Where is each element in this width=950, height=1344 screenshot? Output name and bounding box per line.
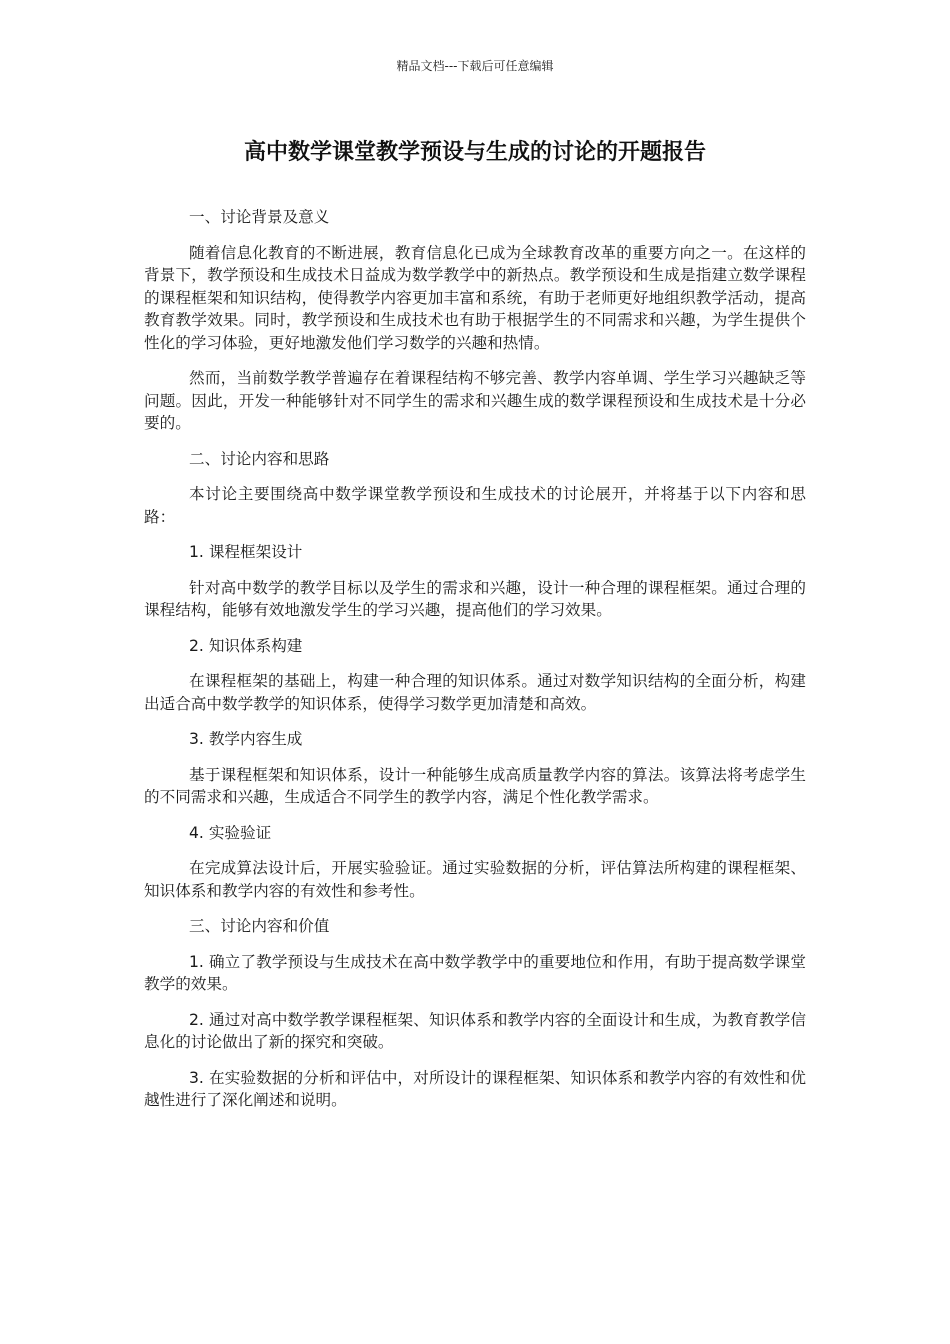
subheading-content-generation: 3. 教学内容生成 [189,730,303,748]
section-heading-content: 二、讨论内容和思路 [189,449,330,468]
paragraph-content-intro: 本讨论主要围绕高中数学课堂教学预设和生成技术的讨论展开，并将基于以下内容和思路： [144,485,806,526]
list-item-value-1: 1. 确立了教学预设与生成技术在高中数学教学中的重要地位和作用，有助于提高数学课堂教学的效果。 [144,952,806,993]
subheading-course-framework: 1. 课程框架设计 [189,543,303,561]
list-item-value-3: 3. 在实验数据的分析和评估中，对所设计的课程框架、知识体系和教学内容的有效性和优越性进行了深化阐述和说明。 [144,1068,806,1109]
document-title: 高中数学课堂教学预设与生成的讨论的开题报告 [243,140,706,165]
paragraph-problems: 然而，当前数学教学普遍存在着课程结构不够完善、教学内容单调、学生学习兴趣缺乏等问题。因此，开发一种能够针对不同学生的需求和兴趣生成的数学课程预设和生成技术是十分必要的。 [144,369,806,432]
section-heading-background: 一、讨论背景及意义 [189,208,330,226]
paragraph-content-generation: 基于课程框架和知识体系，设计一种能够生成高质量教学内容的算法。该算法将考虑学生的不同需求和兴趣，生成适合不同学生的教学内容，满足个性化教学需求。 [144,765,806,806]
paragraph-course-framework: 针对高中数学的教学目标以及学生的需求和兴趣，设计一种合理的课程框架。通过合理的课程结构，能够有效地激发学生的学习兴趣，提高他们的学习效果。 [144,578,806,619]
document-body [144,206,806,1125]
list-item-value-2: 2. 通过对高中数学教学课程框架、知识体系和教学内容的全面设计和生成，为教育教学信息化的讨论做出了新的探究和突破。 [144,1010,806,1051]
section-heading-value: 三、讨论内容和价值 [189,917,330,935]
subheading-knowledge-system: 2. 知识体系构建 [189,636,303,655]
paragraph-background: 随着信息化教育的不断进展，教育信息化已成为全球教育改革的重要方向之一。在这样的背景下，教学预设和生成技术日益成为数学教学中的新热点。教学预设和生成是指建立数学课程的课程框架和知识结构，使得教学内容更加丰富和系统，有助于老师更好地组织教学活动，提高教育教学效果。同时，教学预设和生成技术也有助于根据学生的不同需求和兴趣，为学生提供个性化的学习体验，更好地激发他们学习数学的兴趣和热情。 [144,243,806,352]
subheading-experiment: 4. 实验验证 [189,823,272,842]
page-header: 精品文档---下载后可任意编辑 [396,59,554,73]
paragraph-knowledge-system: 在课程框架的基础上，构建一种合理的知识体系。通过对数学知识结构的全面分析，构建出适合高中数学教学的知识体系，使得学习数学更加清楚和高效。 [144,672,806,713]
paragraph-experiment: 在完成算法设计后，开展实验验证。通过实验数据的分析，评估算法所构建的课程框架、知识体系和教学内容的有效性和参考性。 [144,859,806,900]
